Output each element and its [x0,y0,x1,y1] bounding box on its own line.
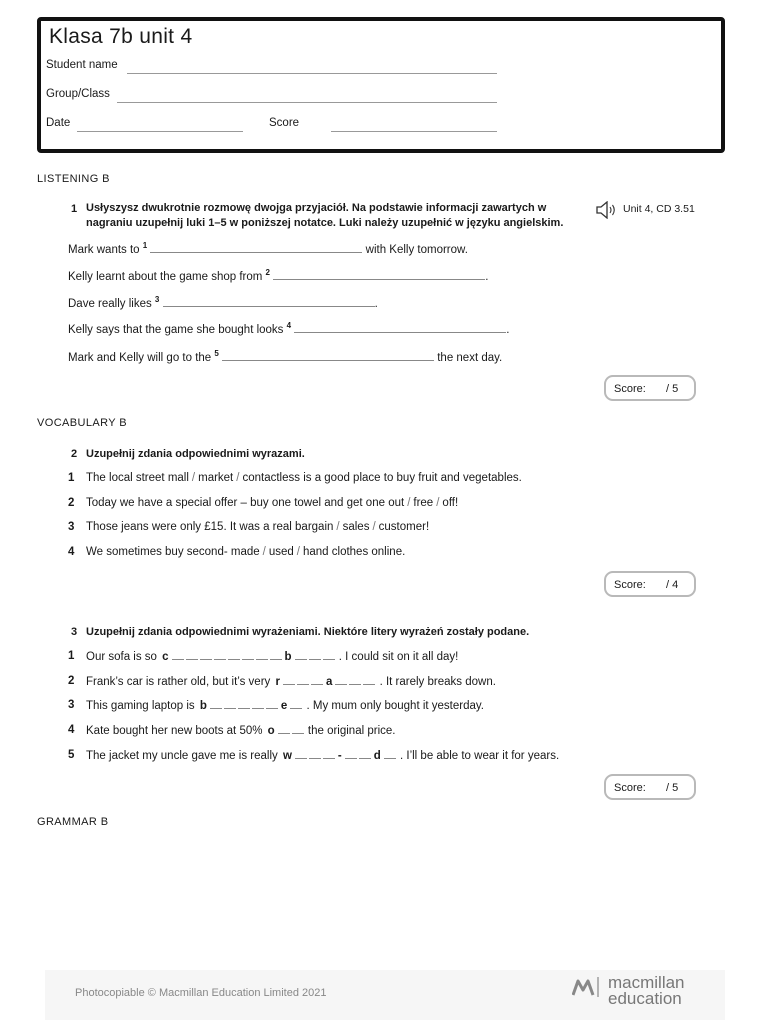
answer-blank[interactable] [222,350,434,361]
item-number: 4 [68,546,75,558]
phrase-sentence: Frank’s car is rather old, but it’s very r a . It rarely breaks down. [86,676,496,688]
audio-track-label: Unit 4, CD 3.51 [623,203,695,215]
phrase-sentence: The jacket my uncle gave me is really w - d . I’ll be able to wear it for years. [86,750,560,762]
section-listening: LISTENING B [37,173,110,185]
score-label: Score [269,117,300,129]
item-number: 3 [68,699,75,711]
phrase-sentence: Our sofa is so c b . I could sit on it all day! [86,651,459,663]
listening-item: Dave really likes $^3$ . [68,295,378,310]
worksheet-title: Klasa 7b unit 4 [49,25,193,48]
student-name-field[interactable] [127,73,497,74]
listening-item: Kelly says that the game she bought looks $^4$ . [68,321,510,336]
listening-instruction: Usłyszysz dwukrotnie rozmowę dwojga przyjaciół. Na podstawie informacji zawartych w nagraniu uzupełnij luki 1–5 w poniższej notatce. Luki należy uzupełnić w języku angielskim. [86,202,564,229]
vocab-sentence: Those jeans were only £15. It was a real bargain / sales / customer! [86,521,430,533]
score-box[interactable]: Score: / 5 [604,375,696,401]
answer-blank[interactable] [150,242,362,253]
phrase-sentence: This gaming laptop is b e . My mum only bought it yesterday. [86,700,484,712]
date-field[interactable] [77,131,243,132]
group-label: Group/Class [46,88,110,100]
section-vocabulary: VOCABULARY B [37,417,127,429]
question-number: 2 [71,448,78,460]
item-number: 2 [68,675,75,687]
macmillan-logo-text: macmillan education [608,973,685,1008]
copyright-text: Photocopiable © Macmillan Education Limited 2021 [75,987,327,999]
answer-blank[interactable] [273,269,485,280]
item-number: 1 [68,472,75,484]
question-number: 3 [71,626,78,638]
phrase-sentence: Kate bought her new boots at 50% o the original price. [86,725,396,737]
word-option[interactable]: used [268,546,294,558]
score-box[interactable]: Score: / 5 [604,774,696,800]
vocab-sentence: We sometimes buy second- made / used / hand clothes online. [86,546,406,558]
question-number: 1 [71,203,78,215]
item-number: 4 [68,724,75,736]
item-number: 2 [68,497,75,509]
date-label: Date [46,117,71,129]
score-box[interactable]: Score: / 4 [604,571,696,597]
group-field[interactable] [117,102,497,103]
header-box [37,17,725,153]
student-name-label: Student name [46,59,118,71]
macmillan-logo-icon [572,976,602,998]
vocab-sentence: Today we have a special offer – buy one towel and get one out / free / off! [86,497,459,509]
score-field[interactable] [331,131,497,132]
listening-item: Mark and Kelly will go to the $^5$ the next day. [68,349,503,364]
word-option[interactable]: sales [342,521,370,533]
answer-blank[interactable] [294,322,506,333]
vocabulary-instruction: Uzupełnij zdania odpowiednimi wyrazami. [86,448,305,460]
item-number: 3 [68,521,75,533]
answer-blank[interactable] [163,296,375,307]
speaker-icon[interactable] [596,201,618,219]
item-number: 5 [68,749,75,761]
section-grammar: GRAMMAR B [37,816,109,828]
item-number: 1 [68,650,75,662]
vocab-sentence: The local street mall / market / contactless is a good place to buy fruit and vegetables. [86,472,522,484]
listening-item: Mark wants to $^1$ with Kelly tomorrow. [68,241,468,256]
listening-item: Kelly learnt about the game shop from $^2$ . [68,268,489,283]
phrases-instruction: Uzupełnij zdania odpowiednimi wyrażeniami. Niektóre litery wyrażeń zostały podane. [86,626,530,638]
word-option[interactable]: market [198,472,234,484]
word-option[interactable]: free [413,497,434,509]
